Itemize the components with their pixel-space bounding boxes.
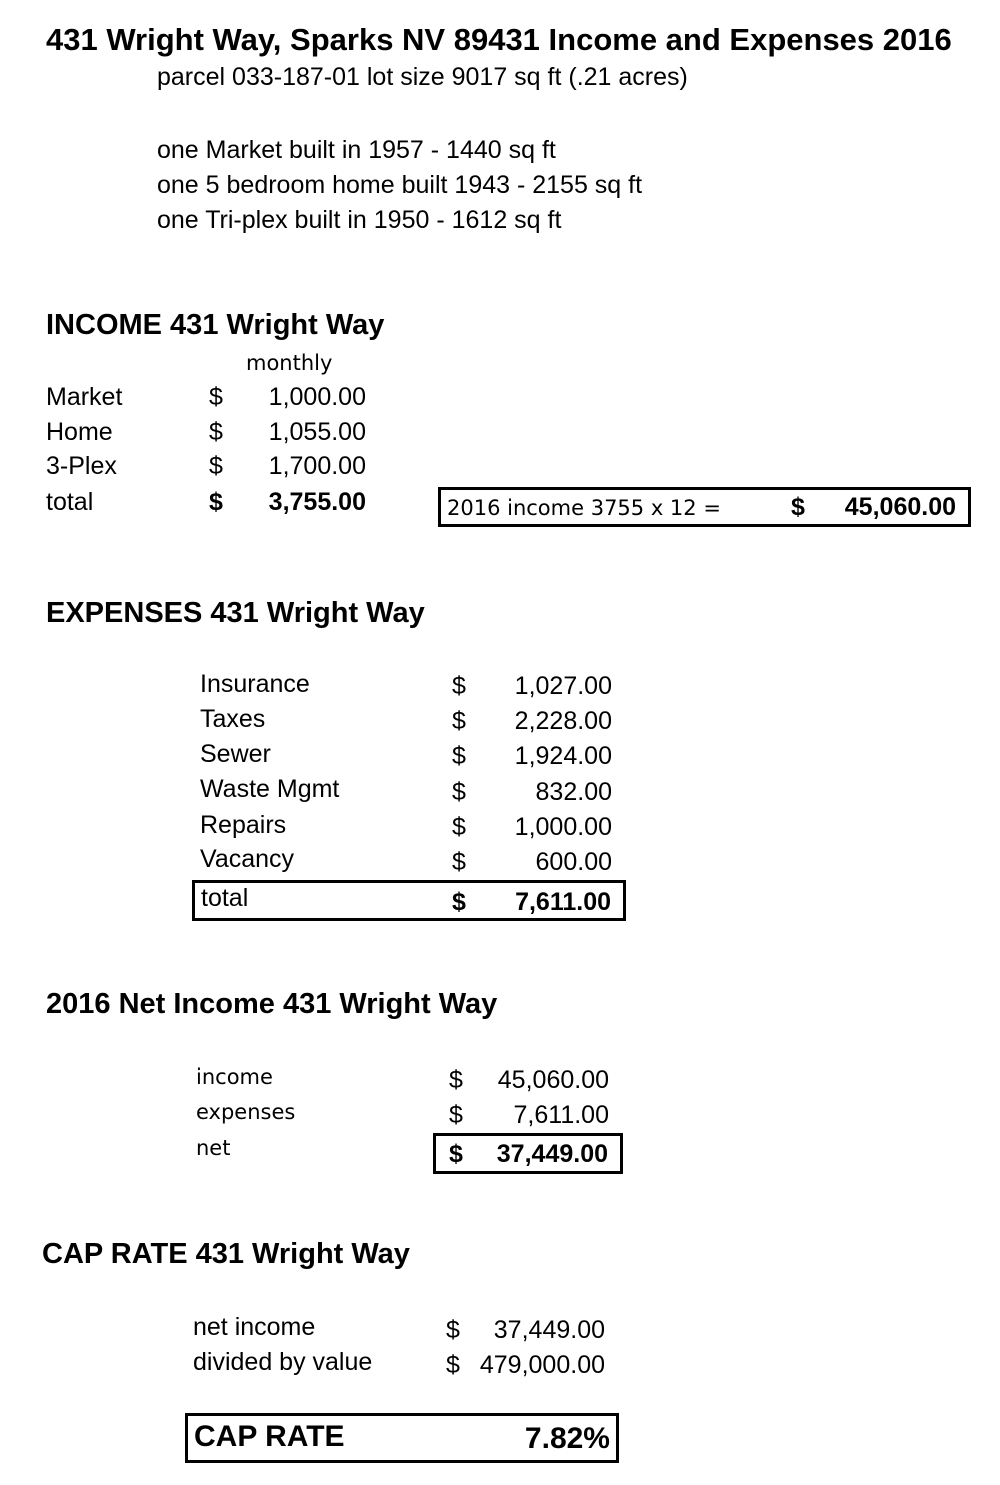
income-amount-market: 1,000.00 [268,383,366,411]
cap-amount-net-income: 37,449.00 [493,1316,605,1344]
cap-label-net-income: net income [193,1313,316,1341]
net-total-box [433,1133,623,1174]
cap-rate-heading: CAP RATE 431 Wright Way [42,1238,410,1270]
net-total-currency: $ [449,1140,463,1168]
building-home: one 5 bedroom home built 1943 - 2155 sq ft [157,171,643,199]
expenses-total-currency: $ [452,888,466,916]
annual-income-amount: 45,060.00 [844,493,956,521]
expense-currency: $ [452,813,466,841]
net-label-net: net [196,1136,231,1160]
expense-amount-vacancy: 600.00 [535,848,612,876]
parcel-info: parcel 033-187-01 lot size 9017 sq ft (.21 acres) [157,63,688,91]
annual-income-label: 2016 income 3755 x 12 = [447,496,721,520]
cap-currency: $ [446,1316,460,1344]
income-currency: $ [209,452,223,480]
expense-label-vacancy: Vacancy [200,845,295,873]
cap-rate-box [185,1413,619,1463]
building-triplex: one Tri-plex built in 1950 - 1612 sq ft [157,206,562,234]
income-label-market: Market [46,383,123,411]
expense-label-sewer: Sewer [200,740,271,768]
income-period-label: monthly [246,351,333,375]
net-currency: $ [449,1101,463,1129]
expenses-total-amount: 7,611.00 [515,888,611,916]
expenses-heading: EXPENSES 431 Wright Way [46,597,425,629]
income-currency: $ [209,418,223,446]
cap-amount-value: 479,000.00 [479,1351,605,1379]
income-currency: $ [209,383,223,411]
net-amount-income: 45,060.00 [497,1066,609,1094]
net-amount-expenses: 7,611.00 [513,1101,609,1129]
cap-currency: $ [446,1351,460,1379]
income-total-label: total [46,488,94,516]
income-heading: INCOME 431 Wright Way [46,309,385,341]
building-market: one Market built in 1957 - 1440 sq ft [157,136,556,164]
net-income-heading: 2016 Net Income 431 Wright Way [46,988,498,1020]
annual-income-box [438,487,971,527]
expense-amount-taxes: 2,228.00 [514,707,612,735]
expense-label-waste-mgmt: Waste Mgmt [200,775,340,803]
expense-label-repairs: Repairs [200,811,287,839]
expense-currency: $ [452,742,466,770]
income-total-amount: 3,755.00 [268,488,366,516]
income-amount-home: 1,055.00 [268,418,366,446]
income-label-3plex: 3-Plex [46,452,117,480]
expenses-total-box [192,880,626,921]
expense-currency: $ [452,778,466,806]
expense-currency: $ [452,672,466,700]
cap-rate-label: CAP RATE [194,1420,345,1453]
net-label-income: income [196,1065,273,1089]
income-label-home: Home [46,418,113,446]
expense-amount-insurance: 1,027.00 [514,672,612,700]
cap-rate-value: 7.82% [524,1422,610,1455]
net-label-expenses: expenses [196,1100,296,1124]
expense-amount-sewer: 1,924.00 [514,742,612,770]
expense-label-taxes: Taxes [200,705,266,733]
net-total-amount: 37,449.00 [496,1140,608,1168]
expense-label-insurance: Insurance [200,670,310,698]
net-currency: $ [449,1066,463,1094]
income-total-currency: $ [209,488,223,516]
expense-currency: $ [452,707,466,735]
income-amount-3plex: 1,700.00 [268,452,366,480]
page-title: 431 Wright Way, Sparks NV 89431 Income and Expenses 2016 [46,22,952,57]
expenses-total-label: total [201,884,249,912]
annual-income-currency: $ [791,493,805,521]
expense-amount-waste-mgmt: 832.00 [535,778,612,806]
expense-amount-repairs: 1,000.00 [514,813,612,841]
expense-currency: $ [452,848,466,876]
cap-label-value: divided by value [193,1348,373,1376]
